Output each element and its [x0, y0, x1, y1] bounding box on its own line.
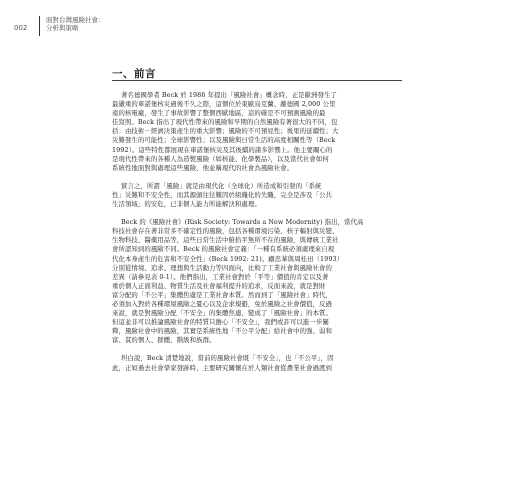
text-line: 最嚴重的車諾堡核災過後不久之際，這個位於東歐烏克蘭、離德國 2,000 公里 — [112, 100, 336, 109]
text-line: 代化本身產生的危害和不安全性」(Beck 1992: 21)。顧忠華與周桂田（1993） — [112, 254, 344, 263]
paragraph — [112, 182, 402, 209]
text-line: 會所認知到的風險不同。Beck 的風險社會定義：「一種有系統必須處理來自現 — [112, 245, 335, 254]
paragraph — [112, 91, 402, 173]
paragraph — [112, 354, 402, 372]
running-header-line-2: 分析與策略 — [46, 24, 79, 32]
text-line: 富、貧的個人、群體、階級和族群。 — [112, 336, 216, 345]
header-divider — [39, 16, 40, 36]
text-line: 1992）。這些特性都展現在車諾堡核災及其後續的諸多影響上。他主要關心的 — [112, 145, 333, 154]
page-number: 002 — [14, 24, 28, 32]
text-line: 富分配的「不公平」集體焦慮是工業社會本質。然而到了「風險社會」時代， — [112, 290, 332, 299]
text-line: 性」災難和不安全性，而其源頭往往難因於組織化的失職，完全是涉及「公共 — [112, 190, 332, 199]
text-line: 著名德國學者 Beck 於 1986 年提出「風險社會」概念時，正是歐洲發生了 — [121, 91, 337, 99]
text-line: 釋，風險社會中的風險，其實是系統性地「不公平分配」給社會中的強、弱和 — [112, 327, 332, 336]
running-header — [46, 16, 105, 32]
text-line: 括：由技術－經濟決策產生的重大影響；風險的不可預見性；後果的延續性；大 — [112, 127, 339, 136]
text-line: 但這並非可以推論風險社會的特質只擔心「不安全」，我們或許可以進一步闡 — [112, 318, 329, 327]
text-line: 生活領域」的安危，已非個人能力所能解決和處理。 — [112, 200, 261, 209]
section-heading: 一、前言 — [112, 68, 156, 80]
text-line: 分別從情境、追求、理想與生活動力等四面向，比較了工業社會與風險社會的 — [112, 263, 332, 272]
text-line: 必須加入對於各種環境風險之憂心以及企求規避，免於風險之社會價值，反過 — [112, 299, 332, 308]
text-line: 此，正如過去社會學家發跡時，主要研究關懷在於人類社會從農業社會過渡到 — [112, 363, 332, 372]
heading-underline — [112, 80, 402, 81]
text-line: Beck 的《風險社會》(Risk Society: Towards a New Modernity) 指出，當代高 — [121, 218, 364, 227]
text-line: 科技社會存在著非常多不確定性的風險，包括各種環境污染、核子輻射與災變、 — [112, 227, 339, 236]
body-text — [112, 91, 402, 382]
text-line: 重於個人正面利益、物質生活及社會福利提升的追求，反面來說，就是對財 — [112, 281, 326, 290]
text-line: 佳寫照。Beck 指出了現代性帶來的風險和早期的自然風險有著很大的不同，包 — [112, 118, 338, 127]
text-line: 坦白說，Beck 清楚地說，當前的風險社會既「不安全」，也「不公平」，因 — [121, 354, 334, 363]
text-line: 災難發生的可能性；全球影響性；以及風險與日常生活的高度相關性等（Beck — [112, 136, 336, 145]
text-line: 生物科技、醫藥用品等，這些日常生活中俯拾平無所不在的風險，與傳統工業社 — [112, 236, 339, 245]
text-line: 是現代性帶來的各種人為造製風險（如核能、化學製品），以及當代社會如何 — [112, 154, 329, 163]
text-line: 系統性地面對與處理這些風險，他並稱現代的社會為風險社會。 — [112, 163, 294, 172]
text-line: 遠的核電廠，發生了事故影響了整個西歐地區，這的確是不可預測風險的最 — [112, 109, 326, 118]
text-line: 來說，就是對風險分配「不安全」的集體焦慮，變成了「風險社會」的本質。 — [112, 309, 332, 318]
text-line: 差異（請參見表 0-1）。他們指出，工業社會對於「平等」價值的肯定以及著 — [112, 272, 329, 281]
paragraph — [112, 218, 402, 345]
running-header-line-1: 面對台灣風險社會： — [46, 16, 105, 24]
text-line: 貿言之，所謂「風險」就是由現代化（全球化）所造成和引發的「系統 — [121, 181, 322, 190]
